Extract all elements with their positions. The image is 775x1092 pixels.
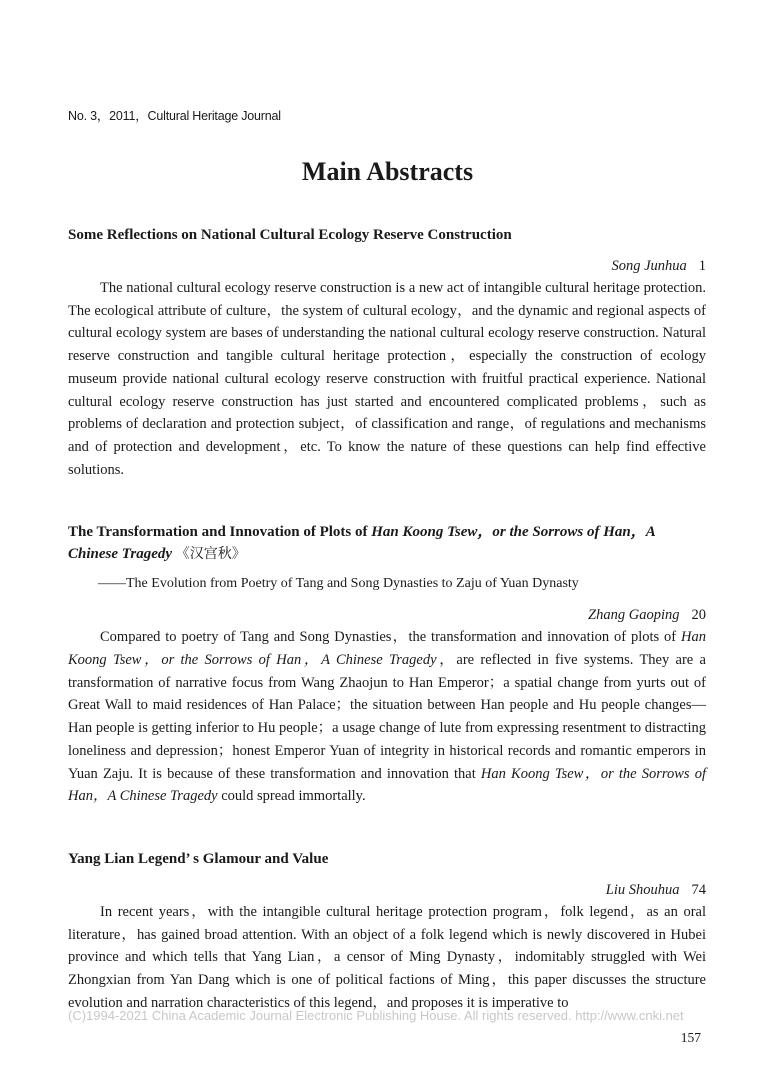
page-title: Main Abstracts [301, 157, 474, 186]
article-page: 1 [698, 258, 706, 274]
article-byline [68, 879, 706, 901]
article-title-prefix: The Transformation and Innovation of Plots of [68, 524, 372, 541]
article-title: Yang Lian Legend’ s Glamour and Value [68, 850, 329, 867]
running-head: No. 3，2011，Cultural Heritage Journal [68, 109, 281, 123]
abstract-italic-title: Han Koong Tsew，or the Sorrows of Han，A Chinese Tragedy [68, 629, 706, 669]
abstract-text: ，are reflected in five systems. They are a transformation of narrative focus from Wang Zhaojun to Han Emperor；a spatial change from yurts out of Great Wall to maid residences of Han Palace；the situation between Han people and Hu people changes—Han people is getting inferior to Hu people；a usage change of lute from expressing resentment to distracting loneliness and depression；honest Emperor Yuan of integrity in historical records and romantic emperors in Yuan Zaju. It is because of these transformation and innovation that [68, 652, 706, 782]
article-title: Some Reflections on National Cultural Ecology Reserve Construction [68, 227, 512, 243]
abstracts-list [68, 224, 706, 1014]
article-author: Song Junhua [611, 258, 687, 274]
abstract-text: could spread immortally. [217, 788, 366, 805]
abstract-italic-title: Han Koong Tsew，or the Sorrows of Han，A Chinese Tragedy [68, 765, 706, 805]
article-page: 20 [691, 607, 706, 624]
article-title-italic: Han Koong Tsew，or the Sorrows of Han，A Chinese Tragedy [68, 524, 655, 563]
article-2 [68, 521, 706, 808]
article-byline [68, 604, 706, 626]
article-abstract: In recent years，with the intangible cultural heritage protection program，folk legend，as an oral literature，has gained broad attention. With an object of a folk legend which is newly discovered in Hubei province and which tells that Yang Lian，a censor of Ming Dynasty，indomitably struggled with Wei Zhongxian from Yan Dang which is one of political factions of Ming，this paper discusses the structure evolution and narration characteristics of this legend，and proposes it is imperative to [68, 903, 706, 1011]
article-title-chinese: 《汉宫秋》 [175, 546, 246, 563]
article-abstract [68, 626, 706, 808]
copyright-watermark: (C)1994-2021 China Academic Journal Electronic Publishing House. All rights reserved. http://www.cnki.net [68, 1008, 684, 1023]
article-byline [68, 255, 706, 277]
article-author: Zhang Gaoping [588, 607, 680, 624]
article-abstract: The national cultural ecology reserve construction is a new act of intangible cultural heritage protection. The ecological attribute of culture，the system of cultural ecology，and the dynamic and regional aspects of cultural ecology system are bases of understanding the national cultural ecology reserve construction. Natural reserve construction and tangible cultural heritage protection，especially the construction of ecology museum provide national cultural ecology reserve construction with fruitful practical experience. National cultural ecology reserve construction has just started and encountered complicated problems，such as problems of declaration and protection subject，of classification and range，of regulations and mechanisms and of protection and development，etc. To know the nature of these questions can help find effective solutions. [68, 280, 706, 478]
article-subtitle: ——The Evolution from Poetry of Tang and Song Dynasties to Zaju of Yuan Dynasty [98, 576, 579, 592]
page-number: 157 [680, 1030, 701, 1045]
abstract-text: Compared to poetry of Tang and Song Dynasties，the transformation and innovation of plots of [100, 629, 682, 646]
article-1 [68, 224, 706, 481]
article-3 [68, 848, 706, 1015]
article-title [68, 521, 706, 565]
article-page: 74 [691, 881, 706, 898]
article-author: Liu Shouhua [605, 881, 680, 898]
